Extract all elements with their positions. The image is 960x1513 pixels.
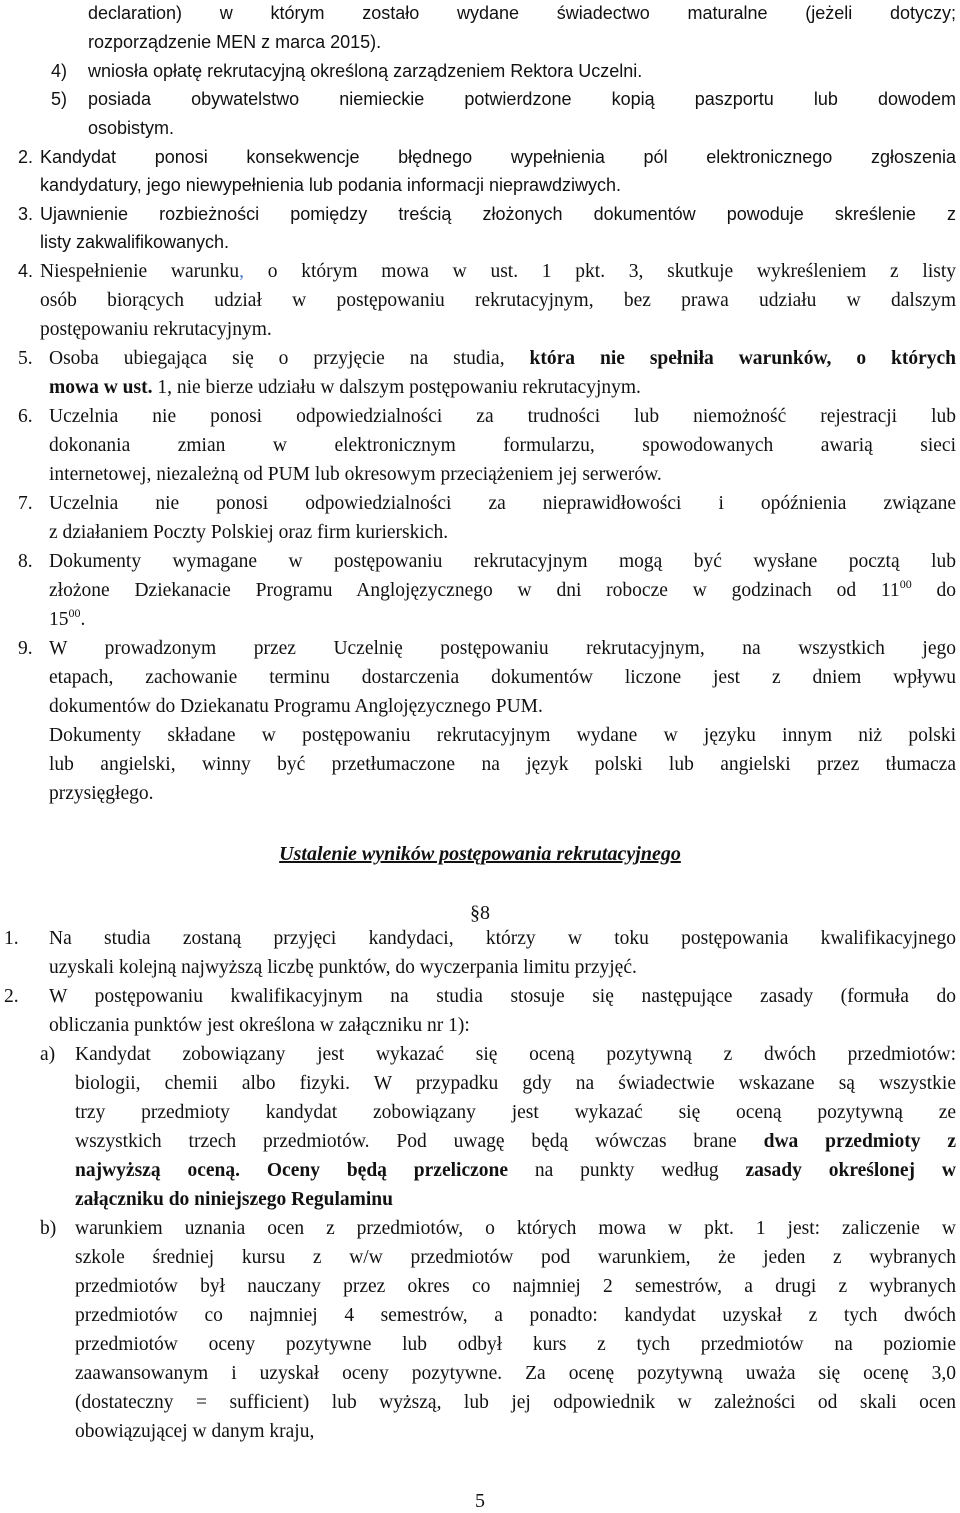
text-run: [240, 1160, 267, 1181]
list-number: 5.: [18, 348, 33, 369]
list-number: 6.: [18, 406, 33, 427]
text-line: kandydatury, jego niewypełnienia lub podania informacji nieprawdziwych.: [40, 175, 622, 195]
text-line: (dostateczny = sufficient) lub wyższą, lub jej odpowiednik w zależności od skali ocen: [75, 1392, 956, 1413]
text-run: wszystkich trzech przedmiotów. Pod uwagę będą wówczas brane: [75, 1131, 764, 1152]
text-line: przedmiotów był nauczany przez okres co najmniej 2 semestrów, a drugi z wybranych: [75, 1276, 956, 1297]
text-line: Dokumenty składane w postępowaniu rekrutacyjnym wydane w języku innym niż polski: [49, 725, 956, 746]
list-number: 8.: [18, 551, 33, 572]
text-line: Kandydat ponosi konsekwencje błędnego wypełnienia pól elektronicznego zgłoszenia: [40, 147, 956, 167]
bold-text-run: zasady określonej w: [745, 1160, 956, 1181]
text-line: Dokumenty wymagane w postępowaniu rekrutacyjnym mogą być wysłane pocztą lub: [49, 551, 956, 572]
text-line: internetowej, niezależną od PUM lub okresowym przeciążeniem jej serwerów.: [49, 464, 662, 485]
text-line: [49, 349, 956, 369]
text-line: [40, 262, 956, 282]
list-number: 9.: [18, 638, 33, 659]
list-number: 3.: [18, 204, 34, 224]
list-number: 2.: [4, 986, 19, 1007]
text-line: posiada obywatelstwo niemieckie potwierdzone kopią paszportu lub dowodem: [88, 89, 956, 109]
text-line: [75, 1190, 393, 1210]
bold-text-run: dwa przedmioty z: [763, 1131, 956, 1152]
list-number: 4.: [18, 261, 34, 281]
text-line: W prowadzonym przez Uczelnię postępowaniu rekrutacyjnym, na wszystkich jego: [49, 638, 956, 659]
bold-text-run: załączniku do niniejszego Regulaminu: [75, 1189, 393, 1210]
list-number: 5): [51, 89, 68, 109]
bold-text-run: która nie spełniła warunków, o których: [529, 348, 957, 369]
text-run: Niespełnienie warunku: [40, 261, 240, 282]
text-line: osób biorących udział w postępowaniu rekrutacyjnym, bez prawa udziału w dalszym: [40, 290, 956, 311]
superscript: 00: [899, 577, 912, 591]
text-run: 15: [49, 609, 69, 630]
text-line: dokonania zmian w elektronicznym formularzu, spowodowanych awarią sieci: [49, 435, 956, 456]
text-line: wniosła opłatę rekrutacyjną określoną zarządzeniem Rektora Uczelni.: [88, 61, 643, 81]
text-run: na punkty według: [508, 1160, 746, 1181]
text-run: złożone Dziekanacie Programu Anglojęzycznego w dni robocze w godzinach od 11: [49, 580, 900, 601]
text-line: W postępowaniu kwalifikacyjnym na studia stosuje się następujące zasady (formuła do: [49, 986, 956, 1007]
text-line: Ujawnienie rozbieżności pomiędzy treścią złożonych dokumentów powoduje skreślenie z: [40, 204, 956, 224]
text-line: etapach, zachowanie terminu dostarczenia dokumentów liczone jest z dniem wpływu: [49, 667, 956, 688]
text-line: declaration) w którym zostało wydane świadectwo maturalne (jeżeli dotyczy;: [88, 3, 956, 23]
list-number: 1.: [4, 928, 19, 949]
text-line: biologii, chemii albo fizyki. W przypadku gdy na świadectwie wskazane są wszystkie: [75, 1073, 956, 1094]
text-line: trzy przedmioty kandydat zobowiązany jest wykazać się oceną pozytywną ze: [75, 1102, 956, 1123]
text-line: lub angielski, winny być przetłumaczone na język polski lub angielski przez tłumacza: [49, 754, 956, 775]
list-number: 2.: [18, 147, 34, 167]
text-line: [75, 1132, 956, 1152]
text-run: do: [911, 580, 957, 601]
list-letter: b): [40, 1218, 57, 1239]
text-run: Osoba ubiegająca się o przyjęcie na studia,: [49, 348, 530, 369]
paragraph-mark: §8: [470, 902, 490, 924]
text-line: Uczelnia nie ponosi odpowiedzialności za nieprawidłowości i opóźnienia związane: [49, 493, 956, 514]
list-letter: a): [40, 1044, 56, 1065]
text-line: uzyskali kolejną najwyższą liczbę punktów, do wyczerpania limitu przyjęć.: [49, 957, 637, 978]
text-line: obliczania punktów jest określona w załączniku nr 1):: [49, 1015, 470, 1036]
list-number: 7.: [18, 493, 33, 514]
text-line: [49, 606, 86, 630]
bold-text-run: Oceny będą przeliczone: [266, 1160, 509, 1181]
section-heading: Ustalenie wyników postępowania rekrutacyjnego: [279, 843, 681, 865]
text-line: obowiązującej w danym kraju,: [75, 1421, 315, 1442]
text-line: rozporządzenie MEN z marca 2015).: [88, 32, 382, 52]
text-run: .: [80, 609, 86, 630]
text-line: dokumentów do Dziekanatu Programu Anglojęzycznego PUM.: [49, 696, 543, 717]
text-line: przedmiotów co najmniej 4 semestrów, a ponadto: kandydat uzyskał z tych dwóch: [75, 1305, 956, 1326]
text-line: z działaniem Poczty Polskiej oraz firm kurierskich.: [49, 522, 449, 543]
text-line: przedmiotów oceny pozytywne lub odbył kurs z tych przedmiotów na poziomie: [75, 1334, 956, 1355]
text-line: szkole średniej kursu z w/w przedmiotów pod warunkiem, że jeden z wybranych: [75, 1247, 956, 1268]
text-line: postępowaniu rekrutacyjnym.: [40, 319, 272, 340]
text-line: warunkiem uznania ocen z przedmiotów, o których mowa w pkt. 1 jest: zaliczenie w: [75, 1218, 956, 1239]
text-run: 1, nie bierze udziału w dalszym postępowaniu rekrutacyjnym.: [152, 377, 641, 398]
text-line: [49, 577, 957, 601]
text-line: [49, 378, 641, 398]
bold-text-run: najwyższą oceną.: [75, 1160, 240, 1181]
text-line: osobistym.: [88, 118, 175, 138]
list-number: 4): [51, 61, 68, 81]
text-line: Uczelnia nie ponosi odpowiedzialności za trudności lub niemożność rejestracji lub: [49, 406, 956, 427]
text-line: zaawansowanym i uzyskał oceny pozytywne. Za ocenę pozytywną uważa się ocenę 3,0: [75, 1363, 956, 1384]
page-number: 5: [475, 1490, 485, 1512]
text-line: Kandydat zobowiązany jest wykazać się oceną pozytywną z dwóch przedmiotów:: [75, 1044, 956, 1065]
superscript: 00: [68, 606, 81, 620]
highlighted-comma: ,: [239, 261, 245, 282]
text-line: [75, 1161, 956, 1181]
text-line: Na studia zostaną przyjęci kandydaci, którzy w toku postępowania kwalifikacyjnego: [49, 928, 956, 949]
bold-text-run: mowa w ust.: [49, 377, 153, 398]
text-line: przysięgłego.: [49, 783, 154, 804]
text-run: o którym mowa w ust. 1 pkt. 3, skutkuje wykreśleniem z listy: [244, 261, 956, 282]
text-line: listy zakwalifikowanych.: [40, 232, 230, 252]
